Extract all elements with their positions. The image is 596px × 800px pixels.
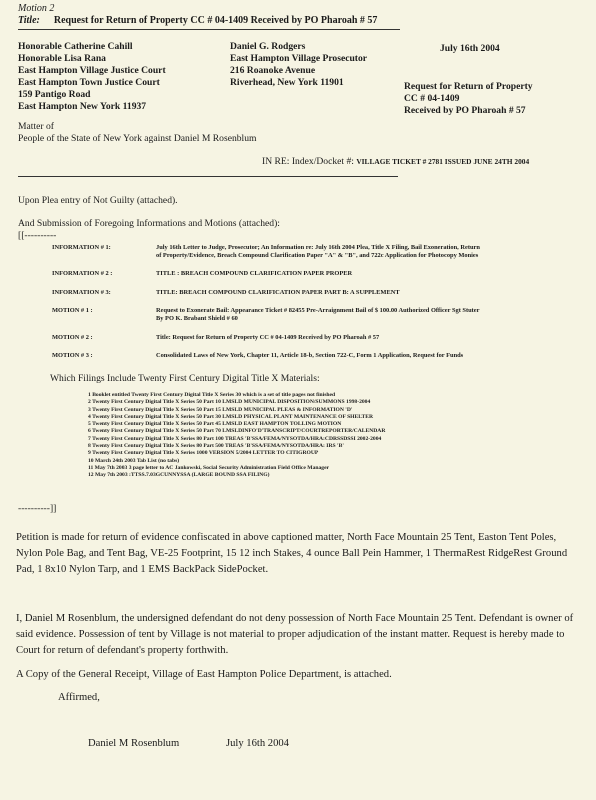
information-text: July 16th Letter to Judge, Prosecutor; An Information re: July 16th 2004 Plea, Title X Filing, Bail Exoneration, Return of Property/Evidence, Breach Compound Clarification Paper "A" & "B", and 722c Application for Photocopy Monies — [156, 244, 480, 259]
information-text: TITLE : BREACH COMPOUND CLARIFICATION PAPER PROPER — [156, 270, 353, 277]
motion-tag: MOTION # 2 : — [52, 334, 93, 341]
filings-list — [88, 392, 385, 480]
court-address-block — [18, 41, 166, 113]
information-tag: INFORMATION # 2 : — [52, 270, 113, 277]
address-line: Honorable Catherine Cahill — [18, 41, 133, 52]
reference-line: CC # 04-1409 — [404, 93, 460, 104]
in-re-rule — [18, 176, 398, 177]
reference-block — [404, 81, 533, 117]
list-item: 3 Twenty First Century Digital Title X Series 50 Part 15 LMSLD MUNICIPAL PLEAS & INFORMATION 'D' — [88, 406, 353, 413]
in-re-label: IN RE: Index/Docket #: — [262, 156, 354, 167]
address-line: Riverhead, New York 11901 — [230, 77, 344, 88]
in-re-text: VILLAGE TICKET # 2781 ISSUED JUNE 24TH 2004 — [356, 157, 530, 166]
address-line: 216 Roanoke Avenue — [230, 65, 316, 76]
matter-block — [18, 121, 256, 145]
address-line: East Hampton Village Prosecutor — [230, 53, 368, 64]
address-line: East Hampton Village Justice Court — [18, 65, 166, 76]
motion-text: Consolidated Laws of New York, Chapter 11, Article 18-b, Section 722-C, Form 1 Application, Request for Funds — [156, 352, 464, 359]
address-line: Honorable Lisa Rana — [18, 53, 106, 64]
list-item: 11 May 7th 2003 3 page letter to AC Jankowski, Social Security Administration Field Office Manager — [88, 464, 330, 471]
list-item: 9 Twenty First Century Digital Title X Series 1000 VERSION 5/2004 LETTER TO CITIGROUP — [88, 450, 319, 457]
information-tag: INFORMATION # 1: — [52, 244, 111, 251]
plea-line: Upon Plea entry of Not Guilty (attached). — [18, 195, 178, 206]
reference-line: Request for Return of Property — [404, 81, 533, 92]
title-rule — [18, 29, 400, 30]
list-item: 5 Twenty First Century Digital Title X Series 50 Part 45 LMSLD EAST HAMPTON TOLLING MOTION — [88, 421, 342, 428]
list-item: 8 Twenty First Century Digital Title X Series 80 Part 500 TREAS 'B'SSA/FEMA/NYSOTDA/HRA: IRS 'B' — [88, 443, 344, 450]
list-item: 6 Twenty First Century Digital Title X Series 50 Part 70 LMSLDINFO'D'TRANSCRIPT/COURTREPORTER/CALENDAR — [88, 428, 386, 435]
address-line: Daniel G. Rodgers — [230, 41, 306, 52]
submission-line: And Submission of Foregoing Informations and Motions (attached): — [18, 218, 280, 229]
title-label: Title: — [18, 15, 40, 26]
declaration-paragraph: I, Daniel M Rosenblum, the undersigned defendant do not deny possession of North Face Mountain 25 Tent. Defendant is owner of said evidence. Possession of tent by Village is not material to proper adjudication of the instant matter. Request is hereby made to Court for return of defendant's property forthwith. — [16, 613, 574, 656]
prosecutor-address-block — [230, 41, 367, 89]
closing-affirmed: Affirmed, — [58, 692, 100, 703]
in-re-line — [262, 156, 529, 167]
bracket-close: ----------]] — [18, 503, 57, 514]
motion-text: Title: Request for Return of Property CC # 04-1409 Received by PO Pharoah # 57 — [156, 334, 380, 341]
matter-line: Matter of — [18, 121, 54, 132]
receipt-paragraph: A Copy of the General Receipt, Village of East Hampton Police Department, is attached. — [16, 669, 392, 680]
list-item: 12 May 7th 2003 :TTSS.7.03GCUNNYSSA (LARGE BOUND SSA FILING) — [88, 472, 270, 479]
list-item: 10 March 24th 2003 Tab List (no tabs) — [88, 457, 180, 464]
list-item: 2 Twenty First Century Digital Title X Series 50 Part 10 LMSLD MUNICIPAL DISPOSITION/SUMMONS 1998-2004 — [88, 399, 371, 406]
signer-name: Daniel M Rosenblum — [88, 738, 180, 749]
motion-header: Motion 2 — [18, 3, 55, 14]
motion-tag: MOTION # 1 : — [52, 307, 93, 314]
motion-text: Request to Exonerate Bail: Appearance Ticket # 82455 Pre-Arraignment Bail of $ 100.00 Authorized Officer Sgt Stuter By PO K. Brabant Shield # 60 — [156, 307, 480, 322]
address-line: East Hampton Town Justice Court — [18, 77, 160, 88]
signature-date: July 16th 2004 — [226, 738, 289, 749]
bracket-open: [[---------- — [18, 230, 57, 241]
list-item: 1 Booklet entitled Twenty First Century Digital Title X Series 30 which is a set of title pages not finished — [88, 392, 336, 398]
petition-paragraph: Petition is made for return of evidence confiscated in above captioned matter, North Face Mountain 25 Tent, Easton Tent Poles, Nylon Pole Bag, and Tent Bag, VE-25 Footprint, 15 12 inch Stakes, 4 ounce Ball Pein Hammer, 1 ThermaRest RidgeRest Ground Pad, 1 8x10 Nylon Tarp, and 1 EMS BackPack SidePocket. — [16, 532, 568, 575]
information-text: TITLE: BREACH COMPOUND CLARIFICATION PAPER PART B: A SUPPLEMENT — [156, 289, 400, 296]
filings-intro: Which Filings Include Twenty First Century Digital Title X Materials: — [50, 373, 320, 384]
information-tag: INFORMATION # 3: — [52, 289, 111, 296]
title-text: Request for Return of Property CC # 04-1409 Received by PO Pharoah # 57 — [53, 15, 378, 26]
document-title — [18, 15, 377, 26]
address-line: 159 Pantigo Road — [18, 89, 91, 100]
list-item: 4 Twenty First Century Digital Title X Series 50 Part 30 LMSLD PHYSICAL PLANT MAINTENANCE OF SHELTER — [88, 413, 373, 420]
list-item: 7 Twenty First Century Digital Title X Series 80 Part 100 TREAS 'B'SSA/FEMA/NYSOTDA/HRA:CDRSSDSSI 2002-2004 — [88, 435, 382, 442]
motion-tag: MOTION # 3 : — [52, 352, 93, 359]
address-line: East Hampton New York 11937 — [18, 101, 147, 112]
matter-caption: People of the State of New York against Daniel M Rosenblum — [18, 133, 257, 144]
letter-date: July 16th 2004 — [440, 43, 500, 54]
reference-line: Received by PO Pharoah # 57 — [404, 105, 526, 116]
